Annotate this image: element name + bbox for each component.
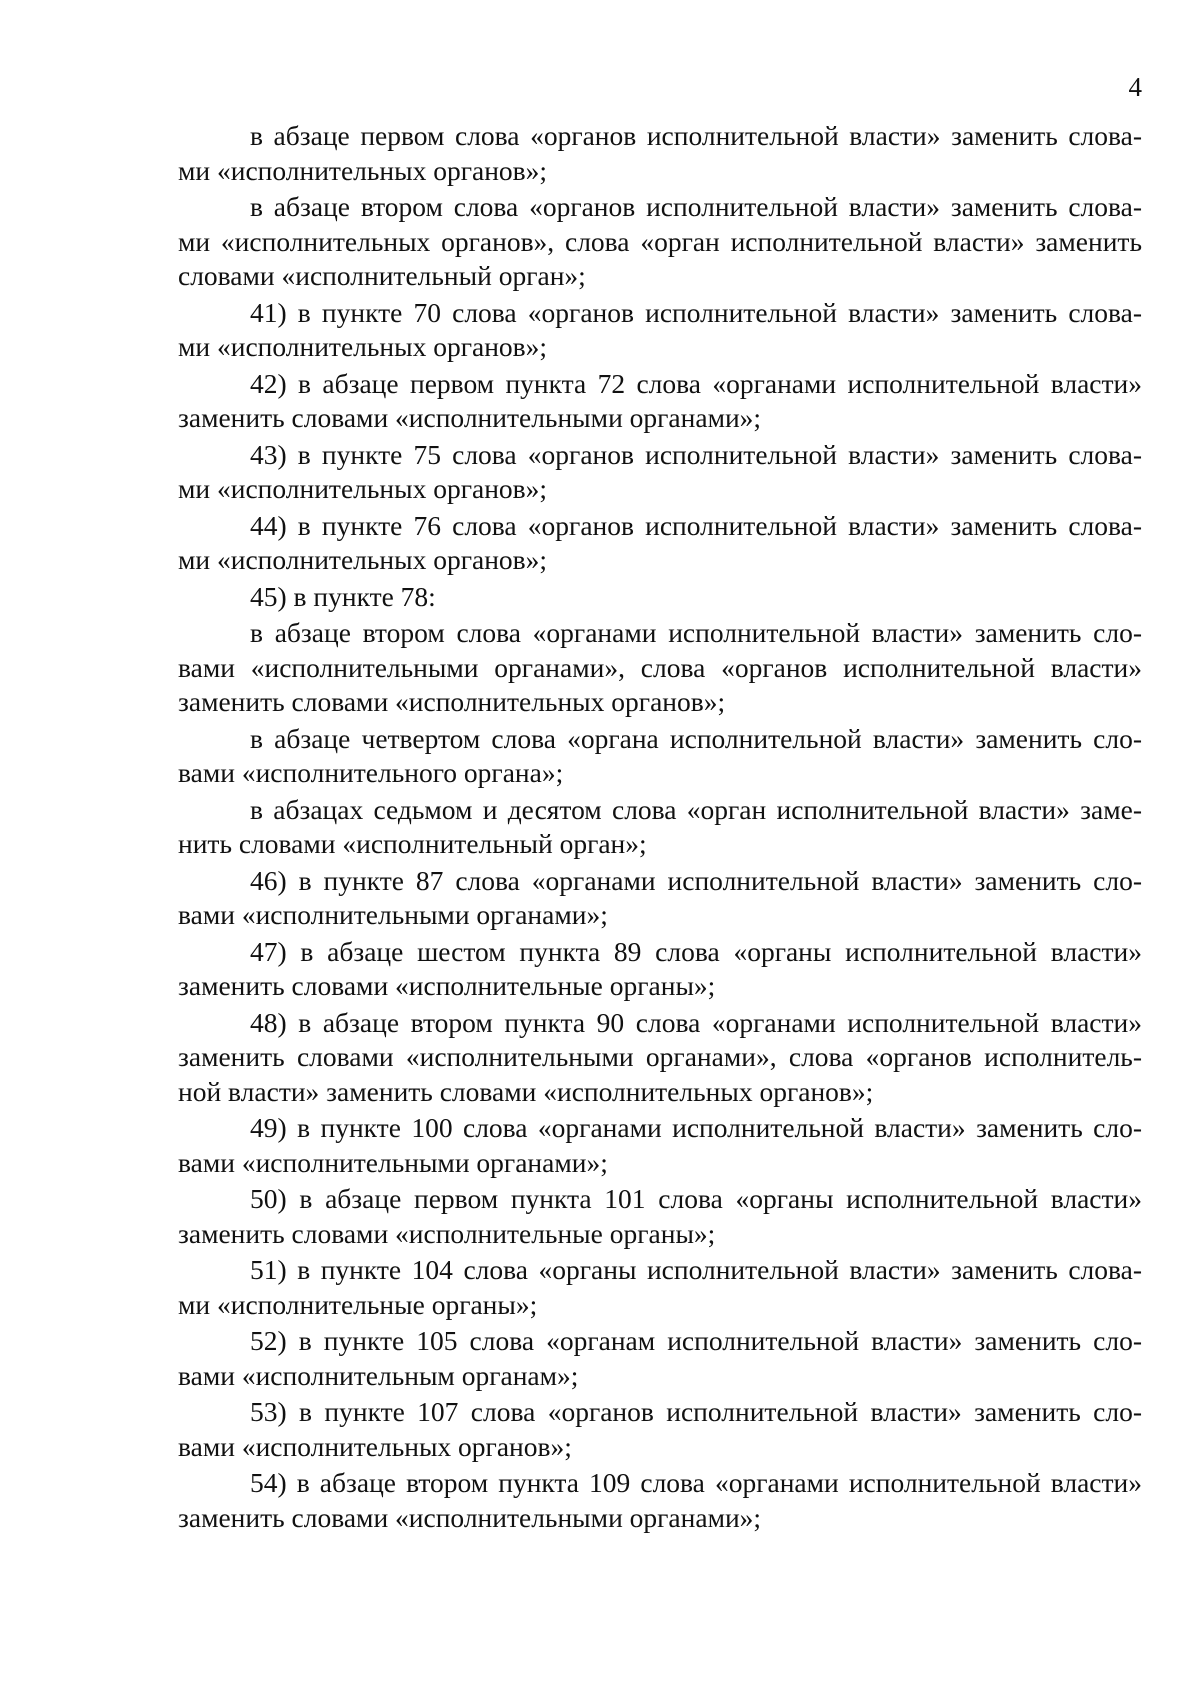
text-line: заменить словами «исполнительными органами»; bbox=[178, 1501, 762, 1533]
text-line: ми «исполнительных органов», слова «орган исполнительной власти» заменить bbox=[178, 225, 1142, 257]
paragraph bbox=[178, 367, 1142, 436]
text-line: заменить словами «исполнительными органами»; bbox=[178, 402, 762, 433]
text-line: вами «исполнительным органам»; bbox=[178, 1359, 579, 1391]
text-line: 46) в пункте 87 слова «органами исполнительной власти» заменить сло- bbox=[250, 864, 1142, 896]
paragraph bbox=[178, 793, 1142, 862]
paragraph bbox=[178, 296, 1142, 365]
text-line: заменить словами «исполнительными органами», слова «органов исполнитель- bbox=[178, 1041, 1142, 1072]
text-line: в абзаце первом слова «органов исполнительной власти» заменить слова- bbox=[250, 120, 1142, 151]
text-line: 48) в абзаце втором пункта 90 слова «органами исполнительной власти» bbox=[250, 1006, 1142, 1038]
text-line: 43) в пункте 75 слова «органов исполнительной власти» заменить слова- bbox=[250, 438, 1142, 470]
text-line: ми «исполнительных органов»; bbox=[178, 154, 548, 186]
paragraph bbox=[178, 438, 1142, 507]
paragraph bbox=[178, 616, 1142, 720]
text-line: 41) в пункте 70 слова «органов исполнительной власти» заменить слова- bbox=[250, 296, 1142, 328]
text-line: вами «исполнительного органа»; bbox=[178, 757, 564, 788]
paragraph bbox=[178, 935, 1142, 1004]
document-body bbox=[178, 119, 1142, 1537]
text-line: в абзаце втором слова «органов исполнительной власти» заменить слова- bbox=[250, 191, 1142, 222]
text-line: 42) в абзаце первом пункта 72 слова «органами исполнительной власти» bbox=[250, 367, 1142, 399]
paragraph bbox=[178, 1111, 1142, 1180]
text-line: вами «исполнительных органов»; bbox=[178, 1430, 572, 1462]
text-line: вами «исполнительными органами»; bbox=[178, 1146, 608, 1178]
paragraph bbox=[178, 1006, 1142, 1110]
text-line: ной власти» заменить словами «исполнительных органов»; bbox=[178, 1075, 874, 1107]
page-number: 4 bbox=[1128, 72, 1142, 102]
paragraph bbox=[178, 1395, 1142, 1464]
paragraph bbox=[178, 119, 1142, 188]
paragraph bbox=[178, 864, 1142, 933]
text-line: 54) в абзаце втором пункта 109 слова «органами исполнительной власти» bbox=[250, 1467, 1142, 1498]
paragraph bbox=[178, 509, 1142, 578]
paragraph bbox=[178, 580, 1142, 615]
text-line: 49) в пункте 100 слова «органами исполнительной власти» заменить сло- bbox=[250, 1112, 1142, 1143]
paragraph bbox=[178, 190, 1142, 294]
text-line: нить словами «исполнительный орган»; bbox=[178, 828, 647, 859]
text-line: 50) в абзаце первом пункта 101 слова «органы исполнительной власти» bbox=[250, 1183, 1142, 1214]
paragraph bbox=[178, 1253, 1142, 1322]
text-line: вами «исполнительными органами», слова «органов исполнительной власти» bbox=[178, 651, 1142, 683]
text-line: вами «исполнительными органами»; bbox=[178, 899, 608, 930]
text-line: 44) в пункте 76 слова «органов исполнительной власти» заменить слова- bbox=[250, 509, 1142, 541]
text-line: 47) в абзаце шестом пункта 89 слова «органы исполнительной власти» bbox=[250, 935, 1142, 967]
text-line: заменить словами «исполнительных органов»; bbox=[178, 686, 726, 717]
paragraph bbox=[178, 1466, 1142, 1535]
paragraph bbox=[178, 722, 1142, 791]
text-line: заменить словами «исполнительные органы»; bbox=[178, 970, 716, 1001]
paragraph bbox=[178, 1182, 1142, 1251]
text-line: 53) в пункте 107 слова «органов исполнительной власти» заменить сло- bbox=[250, 1396, 1142, 1427]
text-line: в абзаце втором слова «органами исполнительной власти» заменить сло- bbox=[250, 617, 1142, 648]
text-line: 51) в пункте 104 слова «органы исполнительной власти» заменить слова- bbox=[250, 1254, 1142, 1285]
text-line: ми «исполнительные органы»; bbox=[178, 1288, 538, 1320]
text-line: в абзацах седьмом и десятом слова «орган исполнительной власти» заме- bbox=[250, 793, 1142, 825]
text-line: заменить словами «исполнительные органы»; bbox=[178, 1217, 716, 1249]
text-line: ми «исполнительных органов»; bbox=[178, 544, 548, 575]
text-line: словами «исполнительный орган»; bbox=[178, 260, 586, 291]
text-line: 52) в пункте 105 слова «органам исполнительной власти» заменить сло- bbox=[250, 1325, 1142, 1356]
text-line: ми «исполнительных органов»; bbox=[178, 473, 548, 504]
text-line: 45) в пункте 78: bbox=[250, 580, 436, 612]
text-line: в абзаце четвертом слова «органа исполнительной власти» заменить сло- bbox=[250, 722, 1142, 754]
paragraph bbox=[178, 1324, 1142, 1393]
text-line: ми «исполнительных органов»; bbox=[178, 331, 548, 362]
